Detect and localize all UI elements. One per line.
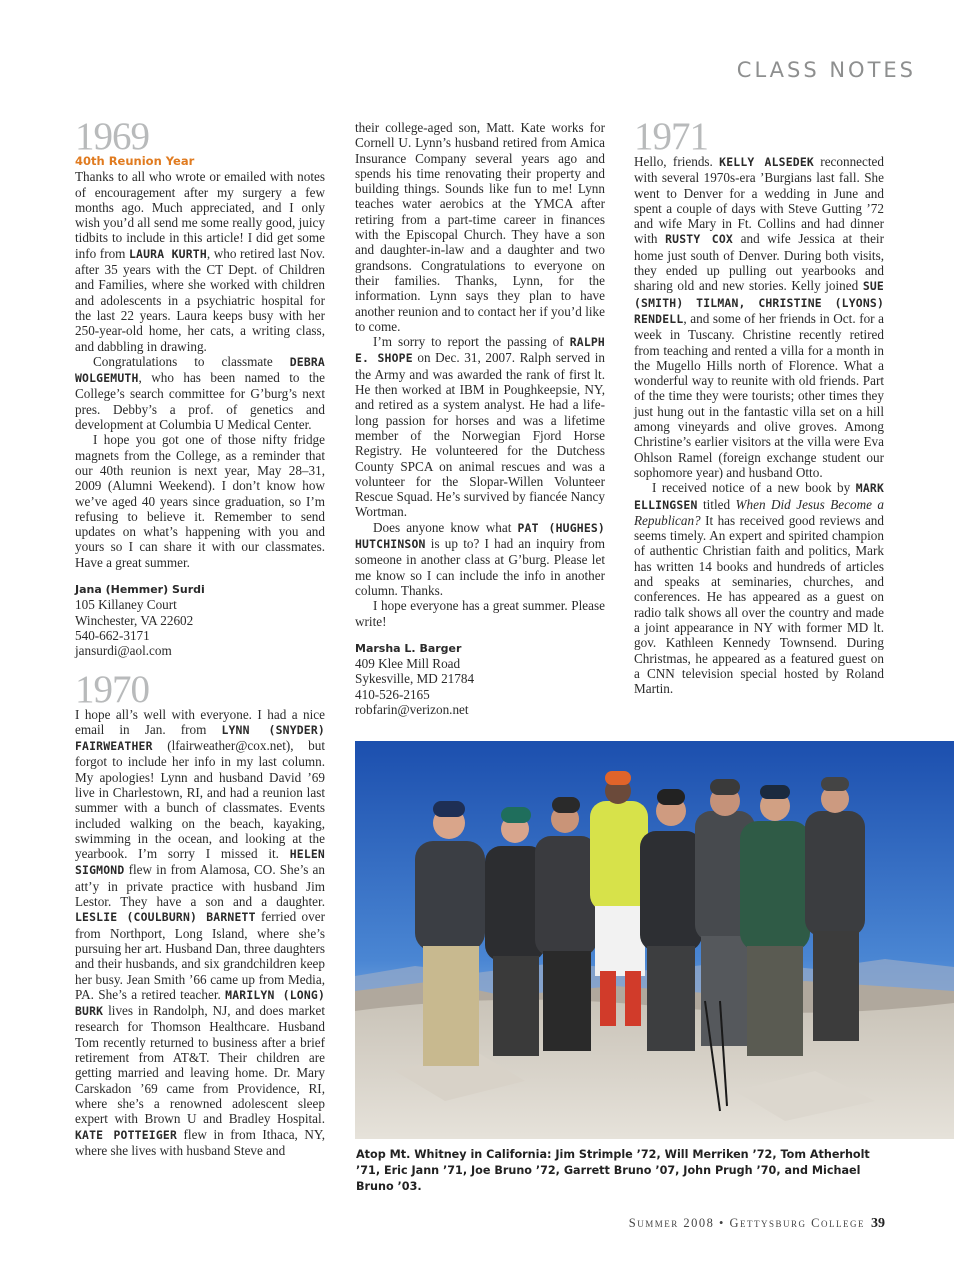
column-1 <box>75 115 326 1158</box>
page-number: 39 <box>871 1216 885 1231</box>
section-title: CLASS NOTES <box>736 58 916 82</box>
correspondent-signature: Marsha L. Barger 409 Klee Mill Road Sykesville, MD 21784 410-526-2165 robfarin@verizon.net <box>355 641 475 717</box>
class-year-1970: 1970 <box>75 667 149 711</box>
note-paragraph: Congratulations to classmate DEBRA WOLGEMUTH, who has been named to the College’s search committee for G’burg’s next pres. Debby’s a prof. of genetics and development at Columbia U Medical Center. <box>75 353 325 433</box>
note-paragraph: I hope you got one of those nifty fridge magnets from the College, as a reminder that our 40th reunion is next year, May 28–31, 2009 (Alumni Weekend). I don’t know how we’ve aged 40 years since graduation, so I’m refusing to believe it. Remember to send updates on what’s happening with you and yours so I can share it with our classmates. Have a great summer. <box>75 432 325 570</box>
footer-issue: Summer 2008 • Gettysburg College <box>628 1216 865 1230</box>
note-paragraph: I received notice of a new book by MARK ELLINGSEN titled When Did Jesus Become a Republican? It has received good reviews and seems timely. An expert and spirited champion of authentic Christian faith and politics, Mark has written 14 books and hundreds of articles and speaks at seminaries, churches, and conferences. He has appeared as a guest on radio talk shows all over the country and made a joint appearance in NY with former MD lt. gov. Kathleen Kennedy Townsend. During Christmas, he appeared as a featured guest on a CNN television special hosted by Roland Martin. <box>634 480 884 697</box>
class-year-1969: 1969 <box>75 115 149 158</box>
note-paragraph: Does anyone know what PAT (HUGHES) HUTCHINSON is up to? I had an inquiry from someone in another class at G’burg. Please let me know so I can include the info in another column. Thanks. <box>355 519 605 598</box>
column-3 <box>634 115 884 697</box>
photo-caption: Atop Mt. Whitney in California: Jim Strimple ’72, Will Merriken ’72, Tom Atherholt ’71, Eric Jann ’71, Joe Bruno ’72, Garrett Bruno ’07, John Prugh ’70, and Michael Bruno ’03. <box>356 1148 870 1193</box>
note-paragraph-part2: their college-aged son, Matt. Kate works for Cornell U. Lynn’s husband retired from Amica Insurance Company several years ago and spends his time renovating their property and building things. Sounds like fun to me! Lynn teaches water aerobics at the YMCA after retiring from a part-time career in finances with the Episcopal Church. They have a son and daughter-in-law and a daughter and two grandsons. Congratulations to everyone on their families. Thanks, Lynn, for the information. Lynn says they plan to have another reunion and to contact her if you’d like to come. <box>355 120 605 334</box>
column-2 <box>355 120 605 717</box>
note-paragraph: I hope everyone has a great summer. Please write! <box>355 598 605 629</box>
reunion-subhead: 40th Reunion Year <box>75 154 195 168</box>
note-paragraph: I’m sorry to report the passing of RALPH E. SHOPE on Dec. 31, 2007. Ralph served in the Army and was awarded the rank of first lt. He then worked at IBM in Poughkeepsie, NY, and retired as a system analyst. He had a life-long passion for horses and was a lifetime member of the Norwegian Fjord Horse Registry. He volunteered for the Dutchess County SPCA on animal rescues and was a volunteer for the Slopar-Willen Volunteer Rescue Squad. He’s survived by fiancée Nancy Wortman. <box>355 334 605 520</box>
mt-whitney-group-photo <box>355 741 954 1139</box>
note-paragraph-part1: I hope all’s well with everyone. I had a nice email in Jan. from LYNN (SNYDER) FAIRWEATHER (lfairweather@cox.net), but forgot to include her info in my last column. My apologies! Lynn and husband David ’69 live in Charlestown, RI, and had a reunion last summer with a bunch of classmates. Events included walking on the beach, kayaking, swimming in the ocean, and looking at the yearbook. I’m sorry I missed it. HELEN SIGMOND flew in from Alamosa, CO. She’s an att’y in private practice with husband Jim Lestor. They have a son and a daughter. LESLIE (COULBURN) BARNETT ferried over from Northport, Long Island, where she’s pursuing her art. Husband Dan, three daughters and their husbands, and six grandchildren keep her busy. Jean Smith ’66 came up from Media, PA. She’s a retired teacher. MARILYN (LONG) BURK lives in Randolph, NJ, and does market research for Thomson Healthcare. Husband Tom recently returned to business after a brief retirement from AT&T. Their children are getting married and leaving home. Dr. Mary Carskadon ’69 came from Providence, RI, where she’s a renowned adolescent sleep expert with Brown U and Bradley Hospital. KATE POTTEIGER flew in from Ithaca, NY, where she lives with husband Steve and <box>75 706 325 1158</box>
photo-illustration <box>355 741 954 1139</box>
note-paragraph: Thanks to all who wrote or emailed with notes of encouragement after my surgery a few months ago. Much appreciated, and I only wish you’d all send me some really good, juicy tidbits to include in this article! I did get some info from LAURA KURTH, who retired last Nov. after 35 years with the CT Dept. of Children and Families, where she worked with children and adolescents in a psychiatric hospital for the last 22 years. Laura keeps busy with her 250-year-old home, her cats, a writing class, and dabbling in drawing. <box>75 169 326 354</box>
correspondent-signature: Jana (Hemmer) Surdi 105 Killaney Court Winchester, VA 22602 540-662-3171 jansurdi@aol.com <box>75 583 205 659</box>
page-footer <box>629 1216 885 1232</box>
note-paragraph: Hello, friends. KELLY ALSEDEK reconnected with several 1970s-era ’Burgians last fall. She went to Denver for a wedding in June and spent a couple of days with Steve Gutting ’72 and wife Mary in Ft. Collins and had dinner with RUSTY COX and wife Jessica at their home just south of Denver. During both visits, they ended up pulling out yearbooks and sharing old and new stories. Kelly joined SUE (SMITH) TILMAN, CHRISTINE (LYONS) RENDELL, and some of her friends in Oct. for a week in Tuscany. Christine recently retired from teaching and rented a villa for a month in the Mugello Hills north of Florence. What a wonderful way to reunite with old friends. Part of the time they were tourists; other times they just hung out in the fantastic villa set on a hill among vineyards and olive groves. Among Christine’s earlier visitors at the villa were Eva Ohlson Ramel (foreign exchange student our sophomore year) and husband Otto. <box>634 154 884 480</box>
class-year-1971: 1971 <box>634 115 708 158</box>
